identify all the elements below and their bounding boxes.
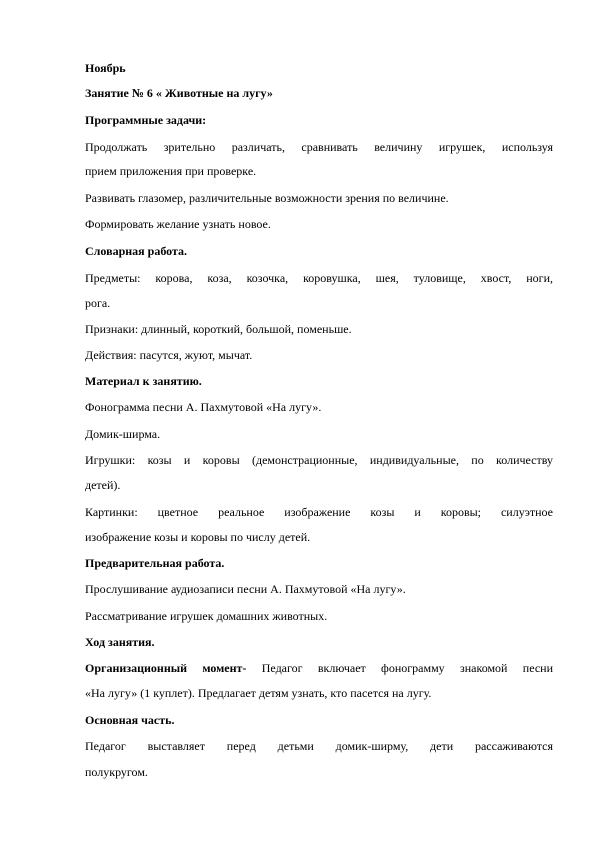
vocabulary-objects-line-2: рога. xyxy=(85,296,111,310)
material-toys-line-2: детей). xyxy=(85,478,121,492)
material-toys-line-1: Игрушки: козы и коровы (демонстрационные, индивидуальные, по количеству xyxy=(85,453,553,467)
program-tasks-heading: Программные задачи: xyxy=(85,113,207,127)
vocabulary-actions: Действия: пасутся, жуют, мычат. xyxy=(85,348,253,362)
main-part-line-1: Педагог выставляет перед детьми домик-ширму, дети рассаживаются xyxy=(85,739,553,753)
preliminary-item-1: Прослушивание аудиозаписи песни А. Пахмутовой «На лугу». xyxy=(85,582,406,596)
material-house-screen: Домик-ширма. xyxy=(85,427,161,441)
material-pictures-line-2: изображение козы и коровы по числу детей. xyxy=(85,530,311,544)
org-moment-text: Педагог включает фонограмму знакомой песни xyxy=(246,661,553,675)
program-task-1-line-1: Продолжать зрительно различать, сравнивать величину игрушек, используя xyxy=(85,140,553,154)
program-task-3: Формировать желание узнать новое. xyxy=(85,217,271,231)
material-heading: Материал к занятию. xyxy=(85,374,202,388)
main-part-heading: Основная часть. xyxy=(85,713,175,727)
preliminary-heading: Предварительная работа. xyxy=(85,556,225,570)
vocabulary-attributes: Признаки: длинный, короткий, большой, поменьше. xyxy=(85,322,352,336)
program-task-1-line-2: прием приложения при проверке. xyxy=(85,164,257,178)
vocabulary-objects-line-1: Предметы: корова, коза, козочка, коровушка, шея, туловище, хвост, ноги, xyxy=(85,271,553,285)
org-moment-line-1 xyxy=(85,661,553,675)
lesson-title: Занятие № 6 « Животные на лугу» xyxy=(85,86,273,100)
org-moment-line-2: «На лугу» (1 куплет). Предлагает детям узнать, кто пасется на лугу. xyxy=(85,686,432,700)
month-heading: Ноябрь xyxy=(85,61,126,75)
vocabulary-heading: Словарная работа. xyxy=(85,244,188,258)
program-task-2: Развивать глазомер, различительные возможности зрения по величине. xyxy=(85,191,449,205)
org-moment-label: Организационный момент- xyxy=(85,661,247,675)
material-pictures-line-1: Картинки: цветное реальное изображение козы и коровы; силуэтное xyxy=(85,505,553,519)
course-heading: Ход занятия. xyxy=(85,635,155,649)
material-soundtrack: Фонограмма песни А. Пахмутовой «На лугу». xyxy=(85,400,322,414)
main-part-line-2: полукругом. xyxy=(85,765,148,779)
preliminary-item-2: Рассматривание игрушек домашних животных. xyxy=(85,609,328,623)
